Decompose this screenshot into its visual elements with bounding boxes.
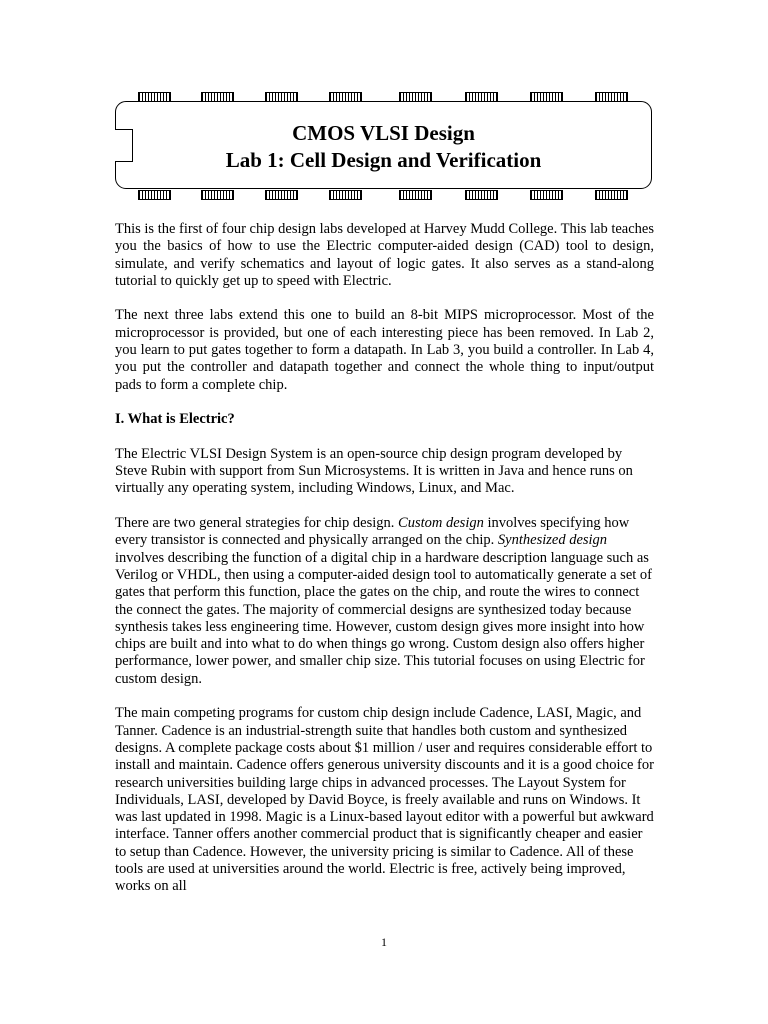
chip-pin — [399, 190, 432, 200]
design-strategies-paragraph — [115, 515, 654, 688]
chip-pin — [329, 190, 362, 200]
intro-paragraph: This is the first of four chip design labs developed at Harvey Mudd College. This lab teaches you the basics of how to use the Electric computer-aided design (CAD) tool to design, simulate, and verify schematics and layout of logic gates. It also serves as a stand-along tutorial to quickly get up to speed with Electric. — [115, 221, 654, 289]
chip-pin — [265, 190, 298, 200]
competing-programs-paragraph: The main competing programs for custom chip design include Cadence, LASI, Magic, and Tanner. Cadence is an industrial-strength suite that handles both custom and synthesized designs. A complete package costs about $1 million / user and requires considerable effort to install and maintain. Cadence offers generous university discounts and it is a good choice for research universities building large chips in advanced processes. The Layout System for Individuals, LASI, developed by David Boyce, is freely available and runs on Windows. It was last updated in 1998. Magic is a Linux-based layout editor with a powerful but awkward interface. Tanner offers another commercial product that is significantly cheaper and easier to setup than Cadence. However, the university pricing is similar to Cadence. All of these tools are used at universities around the world. Electric is free, actively being improved, works on all — [115, 705, 654, 895]
labs-overview-paragraph: The next three labs extend this one to build an 8-bit MIPS microprocessor. Most of the microprocessor is provided, but one of each interesting piece has been removed. In Lab 2, you learn to put gates together to form a datapath. In Lab 3, you build a controller. In Lab 4, you put the controller and datapath together and connect the whole thing to input/output pads to form a complete chip. — [115, 307, 654, 393]
page-number: 1 — [381, 935, 387, 949]
chip-pin — [465, 190, 498, 200]
chip-body — [115, 101, 652, 189]
chip-pin — [138, 190, 171, 200]
chip-pin — [595, 190, 628, 200]
electric-description-paragraph: The Electric VLSI Design System is an open-source chip design program developed by Steve Rubin with support from Sun Microsystems. It is written in Java and hence runs on virtually any operating system, including Windows, Linux, and Mac. — [115, 445, 633, 497]
synthesized-design-term: Synthesized design — [497, 532, 608, 549]
document-title — [116, 120, 651, 174]
chip-pin — [530, 190, 563, 200]
section-heading: I. What is Electric? — [115, 411, 235, 428]
title-line-2: Lab 1: Cell Design and Verification — [225, 148, 542, 172]
text-run: involves specifying how every transistor is connected and physically arranged on the chip. — [115, 515, 630, 549]
document-body — [115, 221, 654, 913]
chip-pin — [201, 190, 234, 200]
custom-design-term: Custom design — [398, 515, 484, 532]
title-line-1: CMOS VLSI Design — [292, 121, 475, 145]
text-run: There are two general strategies for chip design. — [115, 515, 399, 532]
text-run: involves describing the function of a digital chip in a hardware description language such as Verilog or VHDL, then using a computer-aided design tool to automatically generate a set of gates that perform this function, place the gates on the chip, and route the wires to connect the connect the gates. The majority of commercial designs are synthesized today because synthesis takes less engineering time. However, custom design gives more insight into how chips are built and into what to do when things go wrong. Custom design also offers higher performance, lower power, and smaller chip size. This tutorial focuses on using Electric for custom design. — [115, 549, 652, 687]
